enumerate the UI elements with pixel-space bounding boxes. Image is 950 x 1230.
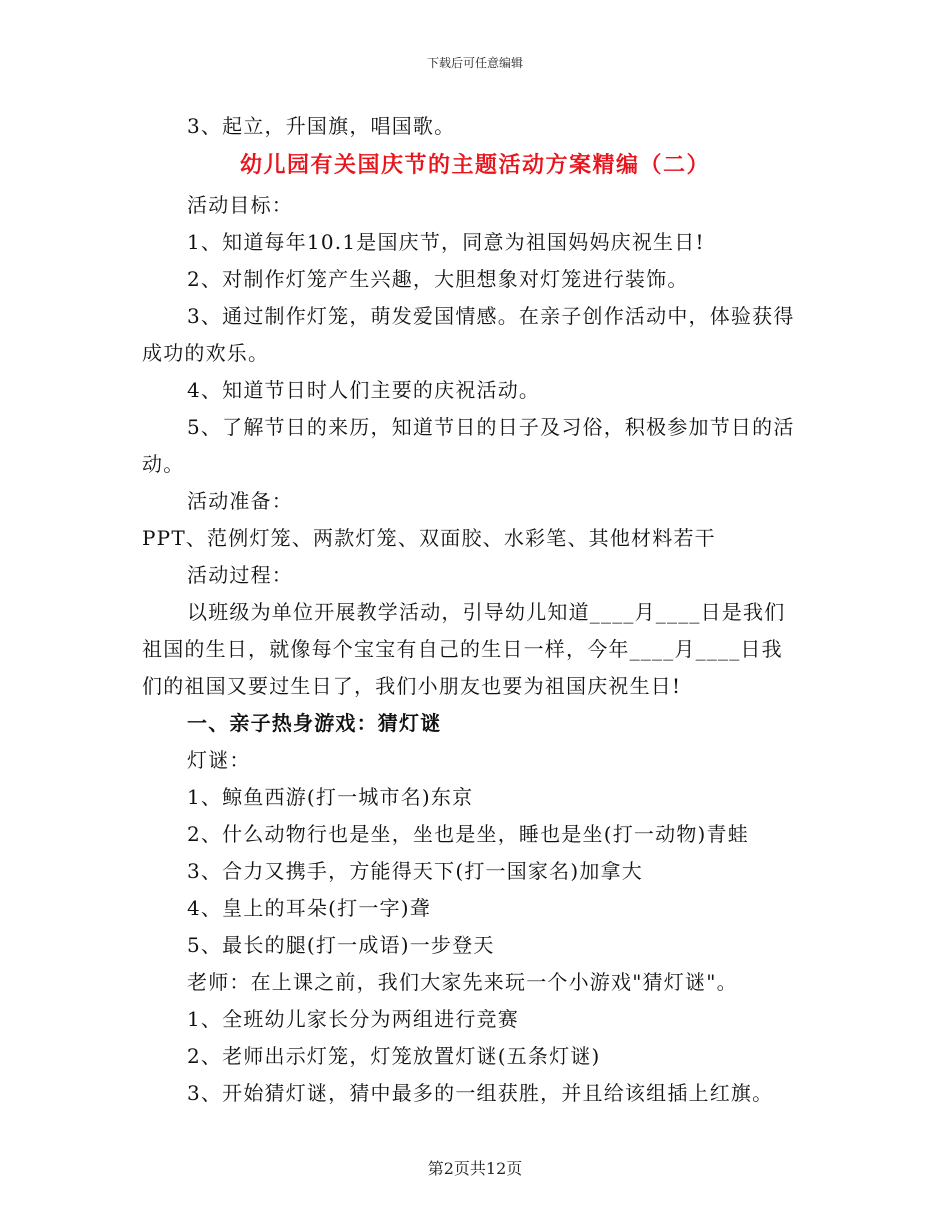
paragraph-line: 成功的欢乐。 (142, 341, 270, 365)
paragraph-line: 3、通过制作灯笼，萌发爱国情感。在亲子创作活动中，体验获得 (187, 304, 795, 328)
paragraph-line: 2、对制作灯笼产生兴趣，大胆想象对灯笼进行装饰。 (187, 267, 689, 291)
paragraph-line: 老师：在上课之前，我们大家先来玩一个小游戏"猜灯谜"。 (187, 970, 738, 994)
paragraph-line: 1、知道每年10.1是国庆节，同意为祖国妈妈庆祝生日! (187, 230, 705, 254)
paragraph-line: 灯谜： (187, 748, 251, 772)
paragraph-line: 5、了解节日的来历，知道节日的日子及习俗，积极参加节日的活 (187, 415, 795, 439)
paragraph-line: 以班级为单位开展教学活动，引导幼儿知道____月____日是我们 (187, 600, 786, 624)
paragraph-line: 活动目标： (187, 193, 293, 217)
paragraph-line: 动。 (142, 452, 185, 476)
paragraph-line: 们的祖国又要过生日了，我们小朋友也要为祖国庆祝生日! (142, 674, 682, 698)
paragraph-line: 3、起立，升国旗，唱国歌。 (187, 114, 456, 138)
paragraph-line: 祖国的生日，就像每个宝宝有自己的生日一样，今年____月____日我 (142, 637, 783, 661)
document-body (0, 108, 950, 1112)
paragraph-line: 4、知道节日时人们主要的庆祝活动。 (187, 378, 541, 402)
subsection-heading: 一、亲子热身游戏：猜灯谜 (187, 711, 442, 735)
paragraph-line: 活动过程： (187, 563, 293, 587)
paragraph-line: 1、全班幼儿家长分为两组进行竞赛 (187, 1007, 519, 1031)
paragraph-line: 4、皇上的耳朵(打一字)聋 (187, 896, 431, 920)
paragraph-line: 2、什么动物行也是坐，坐也是坐，睡也是坐(打一动物)青蛙 (187, 822, 749, 846)
section-title: 幼儿园有关国庆节的主题活动方案精编（二） (239, 152, 710, 178)
page-header: 下载后可任意编辑 (426, 56, 523, 70)
paragraph-line: 活动准备： (187, 489, 293, 513)
paragraph-line: 3、开始猜灯谜，猜中最多的一组获胜，并且给该组插上红旗。 (187, 1081, 774, 1105)
paragraph-line: 5、最长的腿(打一成语)一步登天 (187, 933, 495, 957)
paragraph-line: 3、合力又携手，方能得天下(打一国家名)加拿大 (187, 859, 643, 883)
paragraph-line: PPT、范例灯笼、两款灯笼、双面胶、水彩笔、其他材料若干 (142, 526, 716, 550)
paragraph-line: 1、鲸鱼西游(打一城市名)东京 (187, 785, 474, 809)
paragraph-line: 2、老师出示灯笼，灯笼放置灯谜(五条灯谜) (187, 1044, 601, 1068)
page-footer: 第2页共12页 (427, 1159, 523, 1178)
